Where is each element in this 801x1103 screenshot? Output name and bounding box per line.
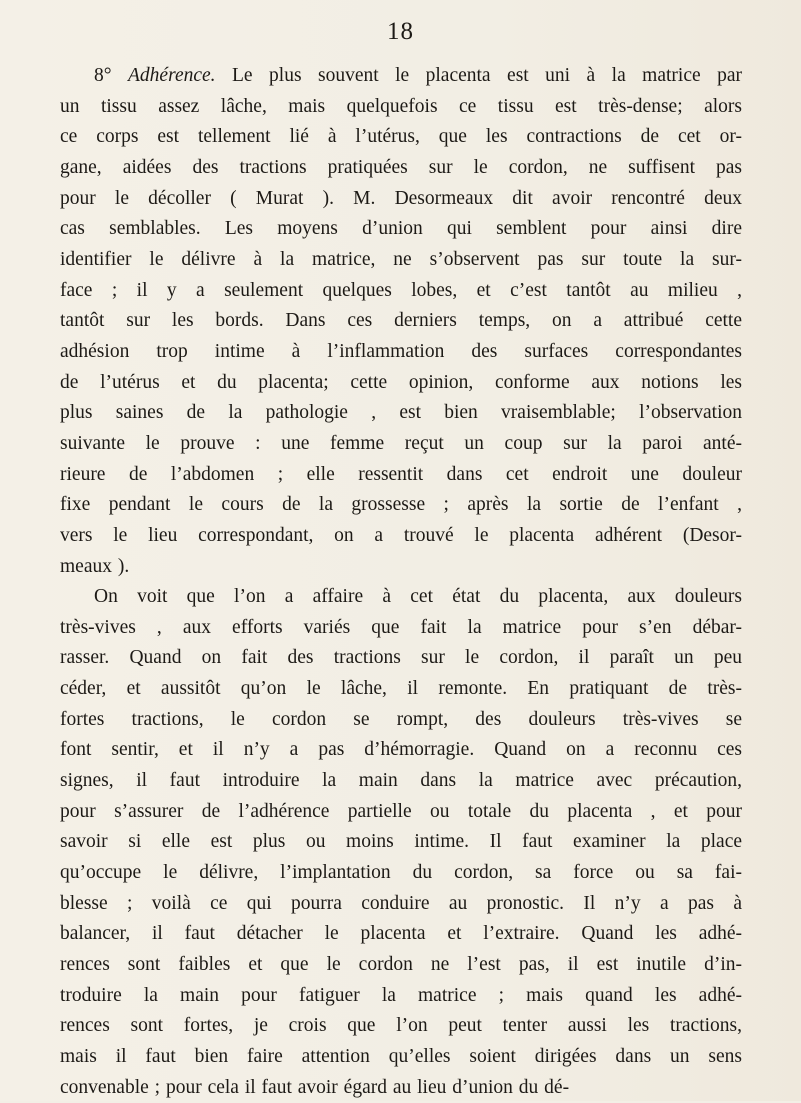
text-line: mais il faut bien faire attention qu’elles soient dirigées dans un sens	[60, 1046, 742, 1067]
text-line: rences sont fortes, je crois que l’on peut tenter aussi les tractions,	[60, 1015, 742, 1037]
text-line: gane, aidées des tractions pratiquées sur le cordon, ne suffisent pas	[60, 156, 742, 178]
text-line: balancer, il faut détacher le placenta et l’extraire. Quand les adhé-	[60, 923, 742, 945]
text-line: cas semblables. Les moyens d’union qui semblent pour ainsi dire	[60, 218, 742, 240]
text-line: plus saines de la pathologie , est bien vraisemblable; l’observation	[60, 402, 742, 424]
text-line: font sentir, et il n’y a pas d’hémorragie. Quand on a reconnu ces	[60, 739, 742, 761]
text-line: tantôt sur les bords. Dans ces derniers temps, on a attribué cette	[60, 310, 742, 332]
text-line: rasser. Quand on fait des tractions sur le cordon, il paraît un peu	[60, 647, 742, 669]
section-heading: Adhérence.	[128, 65, 216, 86]
text-line: identifier le délivre à la matrice, ne s’observent pas sur toute la sur-	[60, 248, 742, 270]
line-text: Le plus souvent le placenta est uni à la matrice par	[215, 65, 742, 86]
text-line: fortes tractions, le cordon se rompt, des douleurs très-vives se	[60, 708, 742, 730]
body-text	[60, 61, 742, 1103]
text-line: convenable ; pour cela il faut avoir égard au lieu d’union du dé-	[60, 1076, 570, 1098]
text-line: suivante le prouve : une femme reçut un coup sur la paroi anté-	[60, 432, 742, 454]
text-line: blesse ; voilà ce qui pourra conduire au pronostic. Il n’y a pas à	[60, 892, 742, 914]
text-line: face ; il y a seulement quelques lobes, et c’est tantôt au milieu ,	[60, 279, 742, 301]
text-line: rieure de l’abdomen ; elle ressentit dans cet endroit une douleur	[60, 463, 742, 485]
text-line: qu’occupe le délivre, l’implantation du cordon, sa force ou sa fai-	[60, 862, 742, 884]
text-line: céder, et aussitôt qu’on le lâche, il remonte. En pratiquant de très-	[60, 678, 742, 700]
text-line: adhésion trop intime à l’inflammation des surfaces correspondantes	[60, 340, 742, 362]
text-line: signes, il faut introduire la main dans la matrice avec précaution,	[60, 770, 742, 792]
text-line: pour s’assurer de l’adhérence partielle ou totale du placenta , et pour	[60, 800, 742, 822]
text-line: très-vives , aux efforts variés que fait la matrice pour s’en débar-	[60, 616, 742, 638]
text-line: savoir si elle est plus ou moins intime. Il faut examiner la place	[60, 831, 742, 853]
text-line: fixe pendant le cours de la grossesse ; après la sortie de l’enfant ,	[60, 494, 742, 516]
paragraph	[60, 61, 742, 582]
page-number: 18	[387, 18, 414, 45]
section-number: 8°	[94, 65, 129, 86]
text-line: pour le décoller ( Murat ). M. Desormeaux dit avoir rencontré deux	[60, 187, 742, 209]
paragraph	[60, 582, 742, 1103]
text-line: un tissu assez lâche, mais quelquefois ce tissu est très-dense; alors	[60, 95, 742, 117]
text-line: vers le lieu correspondant, on a trouvé le placenta adhérent (Desor-	[60, 524, 742, 546]
text-line: troduire la main pour fatiguer la matrice ; mais quand les adhé-	[60, 984, 742, 1006]
text-line: On voit que l’on a affaire à cet état du placenta, aux douleurs	[94, 586, 742, 608]
text-line	[60, 61, 742, 92]
text-line: meaux ).	[60, 555, 130, 577]
text-line: ce corps est tellement lié à l’utérus, que les contractions de cet or-	[60, 126, 742, 148]
text-line: rences sont faibles et que le cordon ne l’est pas, il est inutile d’in-	[60, 954, 742, 976]
text-line: de l’utérus et du placenta; cette opinion, conforme aux notions les	[60, 371, 742, 393]
